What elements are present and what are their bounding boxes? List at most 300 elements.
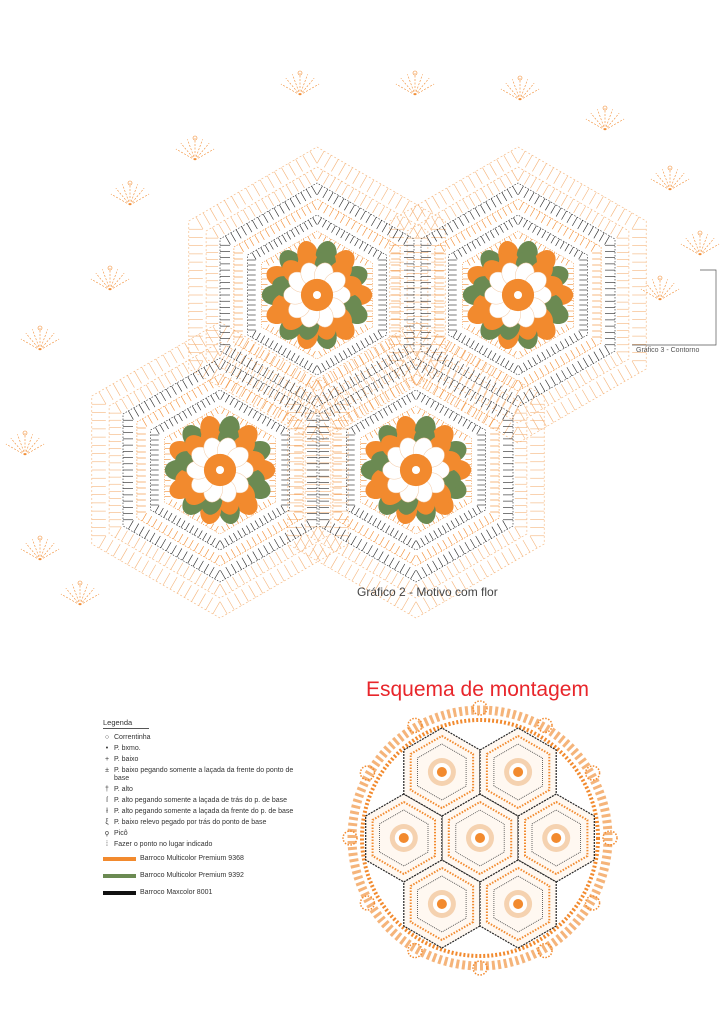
stitch-mark [324,155,331,167]
stitch-mark [287,233,291,240]
stitch-mark [530,209,535,217]
stitch-mark [290,402,295,411]
stitch-mark [173,531,178,539]
stitch-mark [178,505,181,510]
stitch-mark [463,419,467,426]
stitch-mark [369,401,374,409]
stitch-mark [438,213,444,223]
stitch-mark [317,186,322,195]
stitch-mark [373,347,380,359]
stitch-mark [524,189,529,198]
stitch-mark [249,238,254,246]
contour-fan-stitch [651,179,670,190]
stitch-mark [269,211,274,220]
stitch-mark [611,373,618,385]
stitch-mark [515,527,521,537]
contour-fan-stitch [40,543,54,560]
stitch-symbol-icon: ⁞ [106,841,108,848]
stitch-mark [589,192,596,204]
stitch-mark [478,381,484,391]
stitch-mark [495,228,499,235]
stitch-mark [359,525,364,533]
stitch-mark [158,378,164,388]
stitch-mark [282,548,288,558]
stitch-mark [389,558,394,567]
stitch-mark [251,566,257,576]
stitch-mark [459,217,464,226]
stitch-mark [155,395,160,404]
stitch-mark [568,180,575,192]
stitch-mark [468,402,475,414]
stitch-mark [366,214,371,223]
contour-fan-stitch [512,79,520,100]
stitch-mark [379,411,383,418]
stitch-mark [551,205,556,214]
stitch-mark [309,544,316,556]
stitch-mark [421,538,425,545]
assembly-title: Esquema de montagem [366,678,589,701]
stitch-mark [411,555,416,563]
stitch-mark [520,351,523,356]
stitch-mark [331,371,338,383]
stitch-mark [483,348,487,355]
stitch-mark [484,516,489,524]
stitch-mark [163,355,170,367]
stitch-mark [453,220,458,229]
stitch-mark [545,202,550,211]
stitch-mark [472,242,476,249]
stitch-mark [605,236,610,245]
stitch-mark [390,389,395,397]
stitch-mark [206,598,213,610]
stitch-mark [341,231,345,238]
contour-fan-stitch [641,289,660,300]
contour-fan-stitch [80,584,88,605]
stitch-mark [538,340,541,345]
stitch-mark [284,565,291,577]
stitch-mark [412,541,416,548]
stitch-mark [481,236,485,243]
stitch-mark [236,386,241,394]
stitch-mark [368,231,373,239]
stitch-mark [470,392,475,401]
stitch-mark [222,526,225,531]
stitch-mark [472,425,476,432]
stitch-mark [177,518,181,525]
stitch-mark [444,409,448,416]
stitch-mark [311,171,317,181]
stitch-mark [403,377,410,389]
legend-item-label: P. bxmo. [114,745,141,752]
stitch-mark [348,519,353,527]
contour-fan-stitch [396,84,415,95]
stitch-mark [181,521,185,528]
stitch-mark [289,163,296,175]
stitch-mark [433,382,440,394]
stitch-mark [252,537,257,545]
stitch-mark [240,419,243,424]
contour-fan-stitch [72,584,80,605]
stitch-mark [385,540,390,548]
stitch-mark [561,258,564,263]
stitch-mark [563,228,568,236]
contour-fan-stitch [80,588,94,605]
stitch-mark [437,543,442,551]
stitch-mark [374,398,379,406]
stitch-mark [335,356,339,363]
stitch-symbol-icon: ○ [104,734,110,741]
stitch-mark [525,205,530,213]
stitch-mark [519,202,524,210]
stitch-mark [381,188,388,200]
stitch-mark [557,255,560,260]
contour-fan-stitch [652,279,660,300]
stitch-mark [426,345,431,354]
stitch-mark [534,371,539,379]
stitch-mark [456,203,462,213]
stitch-mark [524,392,529,401]
stitch-mark [586,370,592,380]
legend-color-item [103,855,303,863]
stitch-mark [546,234,550,241]
stitch-mark [411,526,414,531]
stitch-mark [362,389,367,398]
stitch-mark [460,516,464,523]
legend-item [103,797,303,805]
stitch-mark [453,331,457,338]
stitch-mark [263,386,268,395]
contour-fan-stitch [670,173,684,190]
stitch-mark [463,199,469,209]
stitch-mark [561,370,566,379]
stitch-mark [319,527,325,537]
stitch-mark [274,208,279,217]
stitch-mark [466,573,473,585]
stitch-mark [482,220,487,228]
legend-title: Legenda [103,719,149,729]
stitch-mark [477,427,481,434]
stitch-mark [458,250,462,257]
stitch-mark [390,528,394,535]
stitch-mark [248,409,252,416]
stitch-mark [334,536,341,548]
color-swatch [103,857,136,861]
assembly-flower-center [513,899,523,909]
stitch-mark [187,393,192,401]
stitch-mark [500,226,504,233]
stitch-mark [282,348,286,355]
stitch-mark [260,350,265,358]
stitch-mark [351,536,356,545]
stitch-mark [557,330,560,335]
stitch-mark [373,234,378,242]
stitch-mark [343,516,348,524]
assembly-flower-center [437,899,447,909]
motif-chart-caption: Gráfico 2 - Motivo com flor [357,585,498,599]
contour-fan-stitch [286,78,300,95]
stitch-mark [346,218,351,226]
legend-item [103,745,303,753]
stitch-mark [299,178,305,188]
stitch-mark [352,346,356,353]
stitch-mark [611,205,618,217]
stitch-mark [256,347,263,359]
stitch-mark [380,395,385,403]
stitch-mark [374,414,378,421]
stitch-mark [506,405,512,415]
stitch-mark [594,230,599,239]
stitch-mark [444,210,450,220]
stitch-mark [242,558,247,567]
stitch-mark [513,351,516,356]
legend-item [103,756,303,764]
stitch-mark [551,236,555,243]
legend-item-label: P. baixo [114,756,139,763]
contour-fan-stitch [686,238,700,255]
stitch-mark [509,531,515,541]
stitch-mark [220,602,227,614]
stitch-mark [238,531,242,538]
stitch-mark [543,395,549,405]
stitch-mark [305,174,311,184]
stitch-mark [342,545,348,555]
stitch-mark [465,542,470,551]
stitch-mark [192,390,197,398]
stitch-mark [586,210,592,220]
stitch-mark [142,419,147,427]
stitch-mark [467,422,471,429]
legend-color-item [103,872,303,880]
stitch-mark [393,403,397,410]
stitch-mark [524,405,530,415]
stitch-mark [168,513,172,520]
stitch-mark [301,408,306,417]
stitch-mark [163,525,168,533]
stitch-mark [542,231,546,238]
stitch-mark [364,528,369,536]
stitch-mark [556,344,560,351]
contour-fan-stitch [660,279,668,300]
stitch-mark [199,594,206,606]
stitch-mark [328,374,333,382]
stitch-mark [366,351,373,363]
stitch-mark [266,324,269,329]
stitch-mark [403,220,409,230]
stitch-mark [566,260,569,265]
stitch-mark [149,565,156,577]
stitch-mark [247,358,252,367]
stitch-mark [484,545,490,555]
stitch-mark [302,540,309,552]
stitch-mark [217,205,224,217]
stitch-mark [280,536,285,545]
stitch-mark [583,358,588,367]
stitch-mark [455,430,458,435]
stitch-mark [438,558,443,567]
stitch-mark [280,188,286,198]
stitch-mark [448,223,453,232]
stitch-mark [318,218,322,225]
stitch-mark [209,567,214,576]
stitch-mark [416,541,420,548]
stitch-mark [340,215,345,223]
stitch-mark [374,333,378,340]
stitch-mark [368,545,373,554]
stitch-mark [155,506,159,513]
stitch-mark [271,327,274,332]
stitch-mark [453,534,458,542]
contour-fan-stitch [25,444,44,455]
stitch-mark [210,209,217,221]
stitch-mark [296,371,301,379]
stitch-mark [379,566,385,576]
stitch-mark [504,155,511,167]
stitch-mark [373,518,377,525]
stitch-mark [260,232,265,240]
stitch-mark [470,211,475,220]
stitch-mark [156,359,163,371]
stitch-mark [278,522,283,530]
stitch-mark [395,382,402,394]
stitch-mark [338,368,343,376]
stitch-mark [206,330,213,342]
stitch-mark [193,374,198,383]
stitch-mark [338,513,343,521]
stitch-mark [361,556,367,566]
stitch-mark [204,549,209,557]
stitch-mark [128,395,134,405]
stitch-mark [435,356,441,366]
stitch-mark [503,411,508,420]
stitch-mark [403,359,409,369]
contour-fan-stitch [501,89,520,100]
contour-fan-stitch [40,329,48,350]
stitch-mark [571,350,576,358]
stitch-mark [472,327,475,332]
stitch-mark [251,523,255,530]
stitch-mark [454,548,459,557]
stitch-mark [225,395,229,402]
legend-color-item [103,889,303,897]
stitch-mark [513,234,516,239]
stitch-mark [359,355,366,367]
contour-fan-stitch [195,139,203,160]
contour-fan-stitch [415,78,429,95]
stitch-mark [317,171,323,181]
stitch-mark [403,200,410,212]
stitch-mark [253,184,260,196]
stitch-mark [120,380,127,392]
stitch-mark [487,365,492,373]
stitch-mark [265,353,270,361]
stitch-mark [432,546,437,554]
legend-item [103,767,303,783]
stitch-mark [385,241,390,249]
stitch-mark [565,353,570,361]
stitch-mark [618,209,625,221]
stitch-mark [509,348,512,353]
stitch-mark [272,511,276,518]
stitch-mark [407,523,410,528]
stitch-mark [234,401,238,408]
stitch-mark [211,523,214,528]
stitch-mark [255,521,259,528]
stitch-mark [295,228,299,235]
stitch-mark [152,381,158,391]
stitch-mark [491,199,496,208]
contour-fan-stitch [25,434,33,455]
flower-center-hole [514,291,522,299]
stitch-mark [268,195,274,205]
stitch-mark [279,205,284,214]
stitch-mark [336,228,340,235]
stitch-mark [237,213,243,223]
stitch-mark [537,398,543,408]
stitch-mark [367,398,374,410]
stitch-mark [535,386,540,395]
stitch-mark [291,368,296,376]
stitch-mark [393,352,398,361]
stitch-mark [311,527,317,537]
stitch-mark [528,223,532,230]
stitch-mark [470,370,475,379]
stitch-mark [99,536,106,548]
stitch-mark [502,374,507,382]
stitch-mark [509,363,513,370]
stitch-mark [286,365,291,373]
stitch-mark [231,349,236,358]
stitch-mark [400,383,405,391]
stitch-mark [268,435,271,440]
stitch-mark [438,366,444,376]
stitch-mark [192,406,196,413]
contour-fan-stitch [660,289,679,300]
stitch-mark [492,214,497,222]
stitch-mark [447,566,453,576]
stitch-mark [275,330,278,335]
stitch-mark [312,186,317,195]
stitch-mark [514,366,518,373]
stitch-mark [568,398,575,410]
stitch-mark [357,539,362,548]
stitch-mark [409,602,416,614]
stitch-mark [449,380,454,389]
stitch-mark [495,244,498,249]
stitch-mark [170,351,177,363]
stitch-mark [360,327,363,332]
stitch-mark [632,217,639,229]
stitch-mark [407,395,411,402]
stitch-mark [343,416,348,424]
stitch-mark [405,567,410,576]
stitch-mark [301,208,306,216]
stitch-mark [215,555,220,563]
contour-fan-stitch [91,279,110,290]
stitch-mark [365,499,368,504]
stitch-mark [436,515,439,520]
stitch-mark [428,384,433,392]
stitch-mark [174,433,177,438]
stitch-mark [150,533,155,542]
stitch-mark [351,221,356,229]
stitch-mark [106,388,113,400]
stitch-mark [561,327,564,332]
stitch-mark [516,544,523,556]
legend-item-label: P. alto [114,786,133,793]
stitch-mark [350,205,355,214]
contour-fan-stitch [646,283,660,300]
contour-fan-stitch [110,279,129,290]
